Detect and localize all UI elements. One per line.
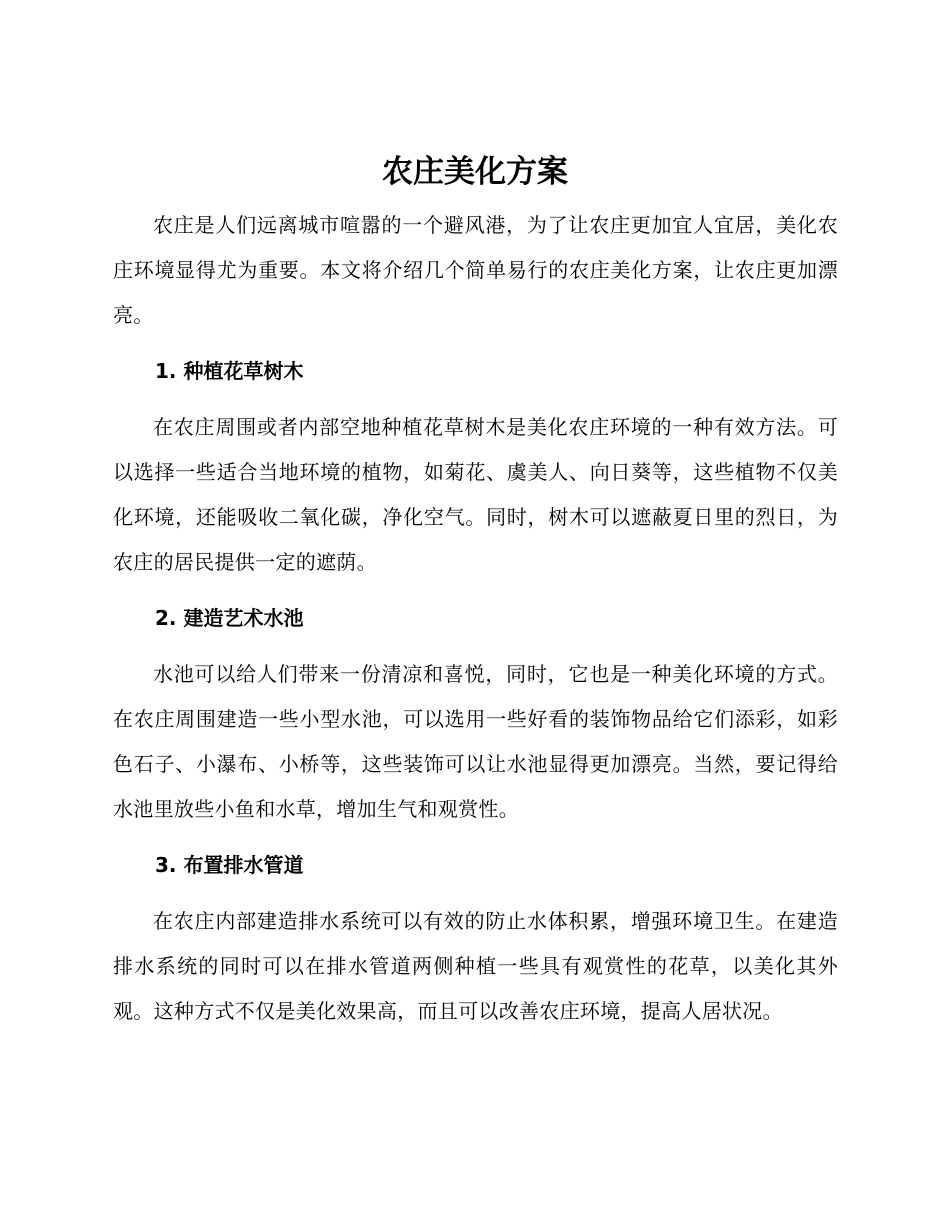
section-body-planting: 在农庄周围或者内部空地种植花草树木是美化农庄环境的一种有效方法。可以选择一些适合当地环境的植物，如菊花、虞美人、向日葵等，这些植物不仅美化环境，还能吸收二氧化碳，净化空气。同时，树木可以遮蔽夏日里的烈日，为农庄的居民提供一定的遮荫。	[113, 415, 838, 574]
spacer	[113, 338, 838, 349]
spacer	[113, 641, 838, 652]
page-title: 农庄美化方案	[382, 154, 568, 190]
section-body-pond: 水池可以给人们带来一份清凉和喜悦，同时，它也是一种美化环境的方式。在农庄周围建造一些小型水池，可以选用一些好看的装饰物品给它们添彩，如彩色石子、小瀑布、小桥等，这些装饰可以让水池显得更加漂亮。当然，要记得给水池里放些小鱼和水草，增加生气和观赏性。	[113, 662, 838, 821]
section-heading-pond: 2. 建造艺术水池	[155, 606, 304, 630]
spacer	[113, 585, 838, 596]
section-heading-drainage: 3. 布置排水管道	[155, 853, 304, 877]
spacer	[113, 394, 838, 405]
section-heading-planting: 1. 种植花草树木	[155, 359, 304, 383]
spacer	[113, 832, 838, 843]
spacer	[113, 888, 838, 899]
document-body	[113, 203, 838, 1034]
intro-paragraph: 农庄是人们远离城市喧嚣的一个避风港，为了让农庄更加宜人宜居，美化农庄环境显得尤为重要。本文将介绍几个简单易行的农庄美化方案，让农庄更加漂亮。	[113, 213, 838, 327]
section-body-drainage: 在农庄内部建造排水系统可以有效的防止水体积累，增强环境卫生。在建造排水系统的同时可以在排水管道两侧种植一些具有观赏性的花草，以美化其外观。这种方式不仅是美化效果高，而且可以改善农庄环境，提高人居状况。	[113, 909, 838, 1023]
